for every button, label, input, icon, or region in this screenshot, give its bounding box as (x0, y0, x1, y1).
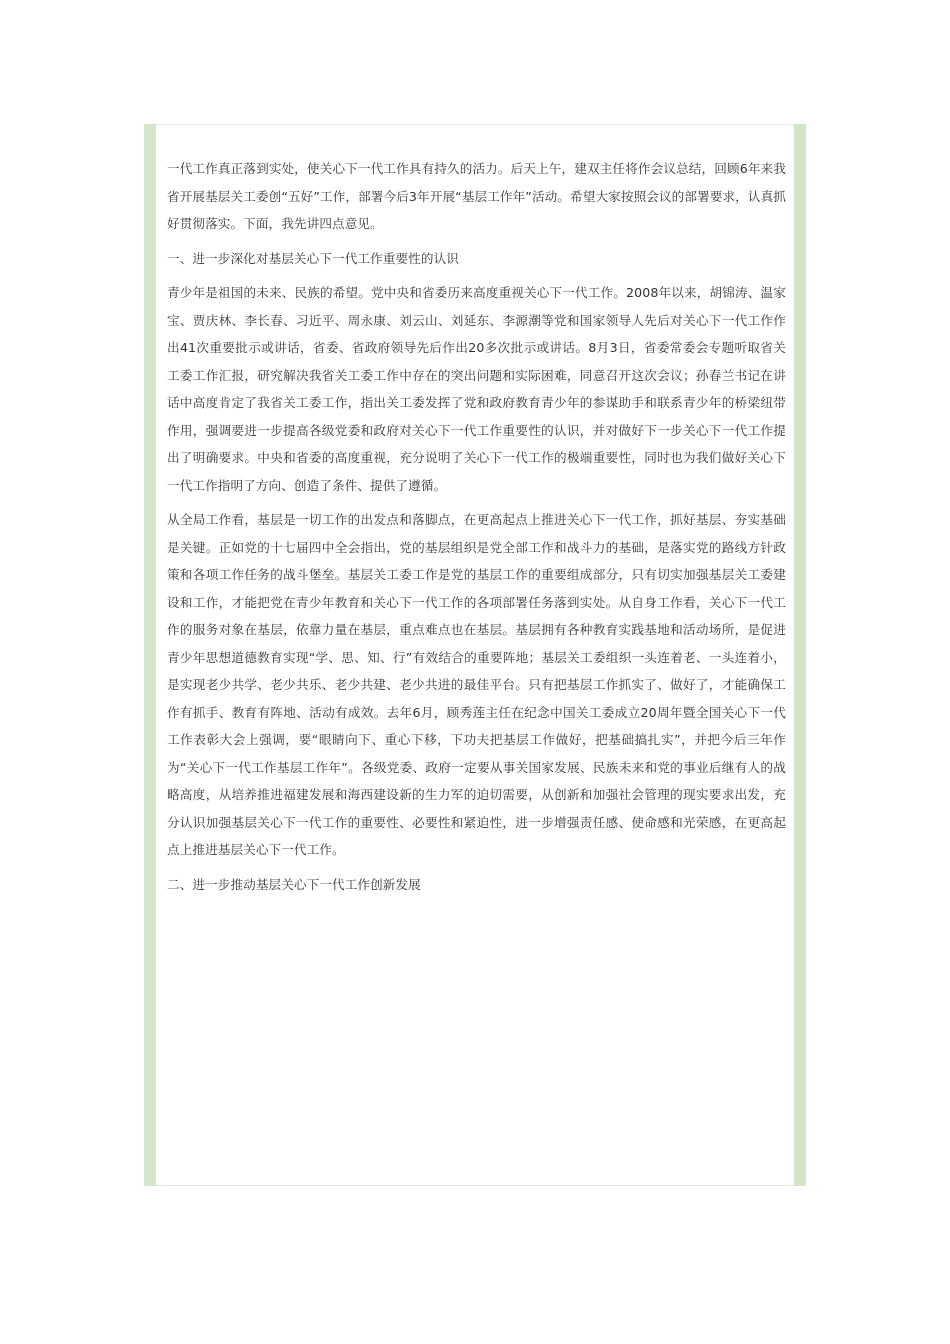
paragraph-youth: 青少年是祖国的未来、民族的希望。党中央和省委历来高度重视关心下一代工作。2008年以来，胡锦涛、温家宝、贾庆林、李长春、习近平、周永康、刘云山、刘延东、李源潮等党和国家领导人先后对关心下一代工作作出41次重要批示或讲话，省委、省政府领导先后作出20多次批示或讲话。8月3日，省委常委会专题听取省关工委工作汇报，研究解决我省关工委工作中存在的突出问题和实际困难，同意召开这次会议；孙春兰书记在讲话中高度肯定了我省关工委工作，指出关工委发挥了党和政府教育青少年的参谋助手和联系青少年的桥梁纽带作用，强调要进一步提高各级党委和政府对关心下一代工作重要性的认识，并对做好下一步关心下一代工作提出了明确要求。中央和省委的高度重视，充分说明了关心下一代工作的极端重要性，同时也为我们做好关心下一代工作指明了方向、创造了条件、提供了遵循。 (167, 285, 786, 493)
paragraph-intro: 一代工作真正落到实处，使关心下一代工作具有持久的活力。后天上午，建双主任将作会议总结，回顾6年来我省开展基层关工委创“五好”工作，部署今后3年开展“基层工作年”活动。希望大家按照会议的部署要求，认真抓好贯彻落实。下面，我先讲四点意见。 (167, 161, 786, 231)
document-page (144, 124, 806, 1186)
article-body (167, 155, 786, 905)
top-divider (156, 124, 794, 125)
paragraph-grassroots: 从全局工作看，基层是一切工作的出发点和落脚点，在更高起点上推进关心下一代工作，抓好基层、夯实基础是关键。正如党的十七届四中全会指出，党的基层组织是党全部工作和战斗力的基础，是落实党的路线方针政策和各项工作任务的战斗堡垒。基层关工委工作是党的基层工作的重要组成部分，只有切实加强基层关工委建设和工作，才能把党在青少年教育和关心下一代工作的各项部署任务落到实处。从自身工作看，关心下一代工作的服务对象在基层，依靠力量在基层，重点难点也在基层。基层拥有各种教育实践基地和活动场所，是促进青少年思想道德教育实现“学、思、知、行”有效结合的重要阵地；基层关工委组织一头连着老、一头连着小，是实现老少共学、老少共乐、老少共建、老少共进的最佳平台。只有把基层工作抓实了、做好了，才能确保工作有抓手、教育有阵地、活动有成效。去年6月，顾秀莲主任在纪念中国关工委成立20周年暨全国关心下一代工作表彰大会上强调，要“眼睛向下、重心下移，下功夫把基层工作做好，把基础搞扎实”，并把今后三年作为“关心下一代工作基层工作年”。各级党委、政府一定要从事关国家发展、民族未来和党的事业后继有人的战略高度，从培养推进福建发展和海西建设新的生力军的迫切需要，从创新和加强社会管理的现实要求出发，充分认识加强基层关心下一代工作的重要性、必要性和紧迫性，进一步增强责任感、使命感和光荣感，在更高起点上推进基层关心下一代工作。 (167, 512, 786, 857)
section-heading-2: 二、进一步推动基层关心下一代工作创新发展 (167, 876, 421, 892)
bottom-divider (156, 1185, 794, 1186)
left-border-rail (144, 124, 156, 1186)
right-border-rail (794, 124, 806, 1186)
section-heading-1: 一、进一步深化对基层关心下一代工作重要性的认识 (167, 250, 459, 266)
